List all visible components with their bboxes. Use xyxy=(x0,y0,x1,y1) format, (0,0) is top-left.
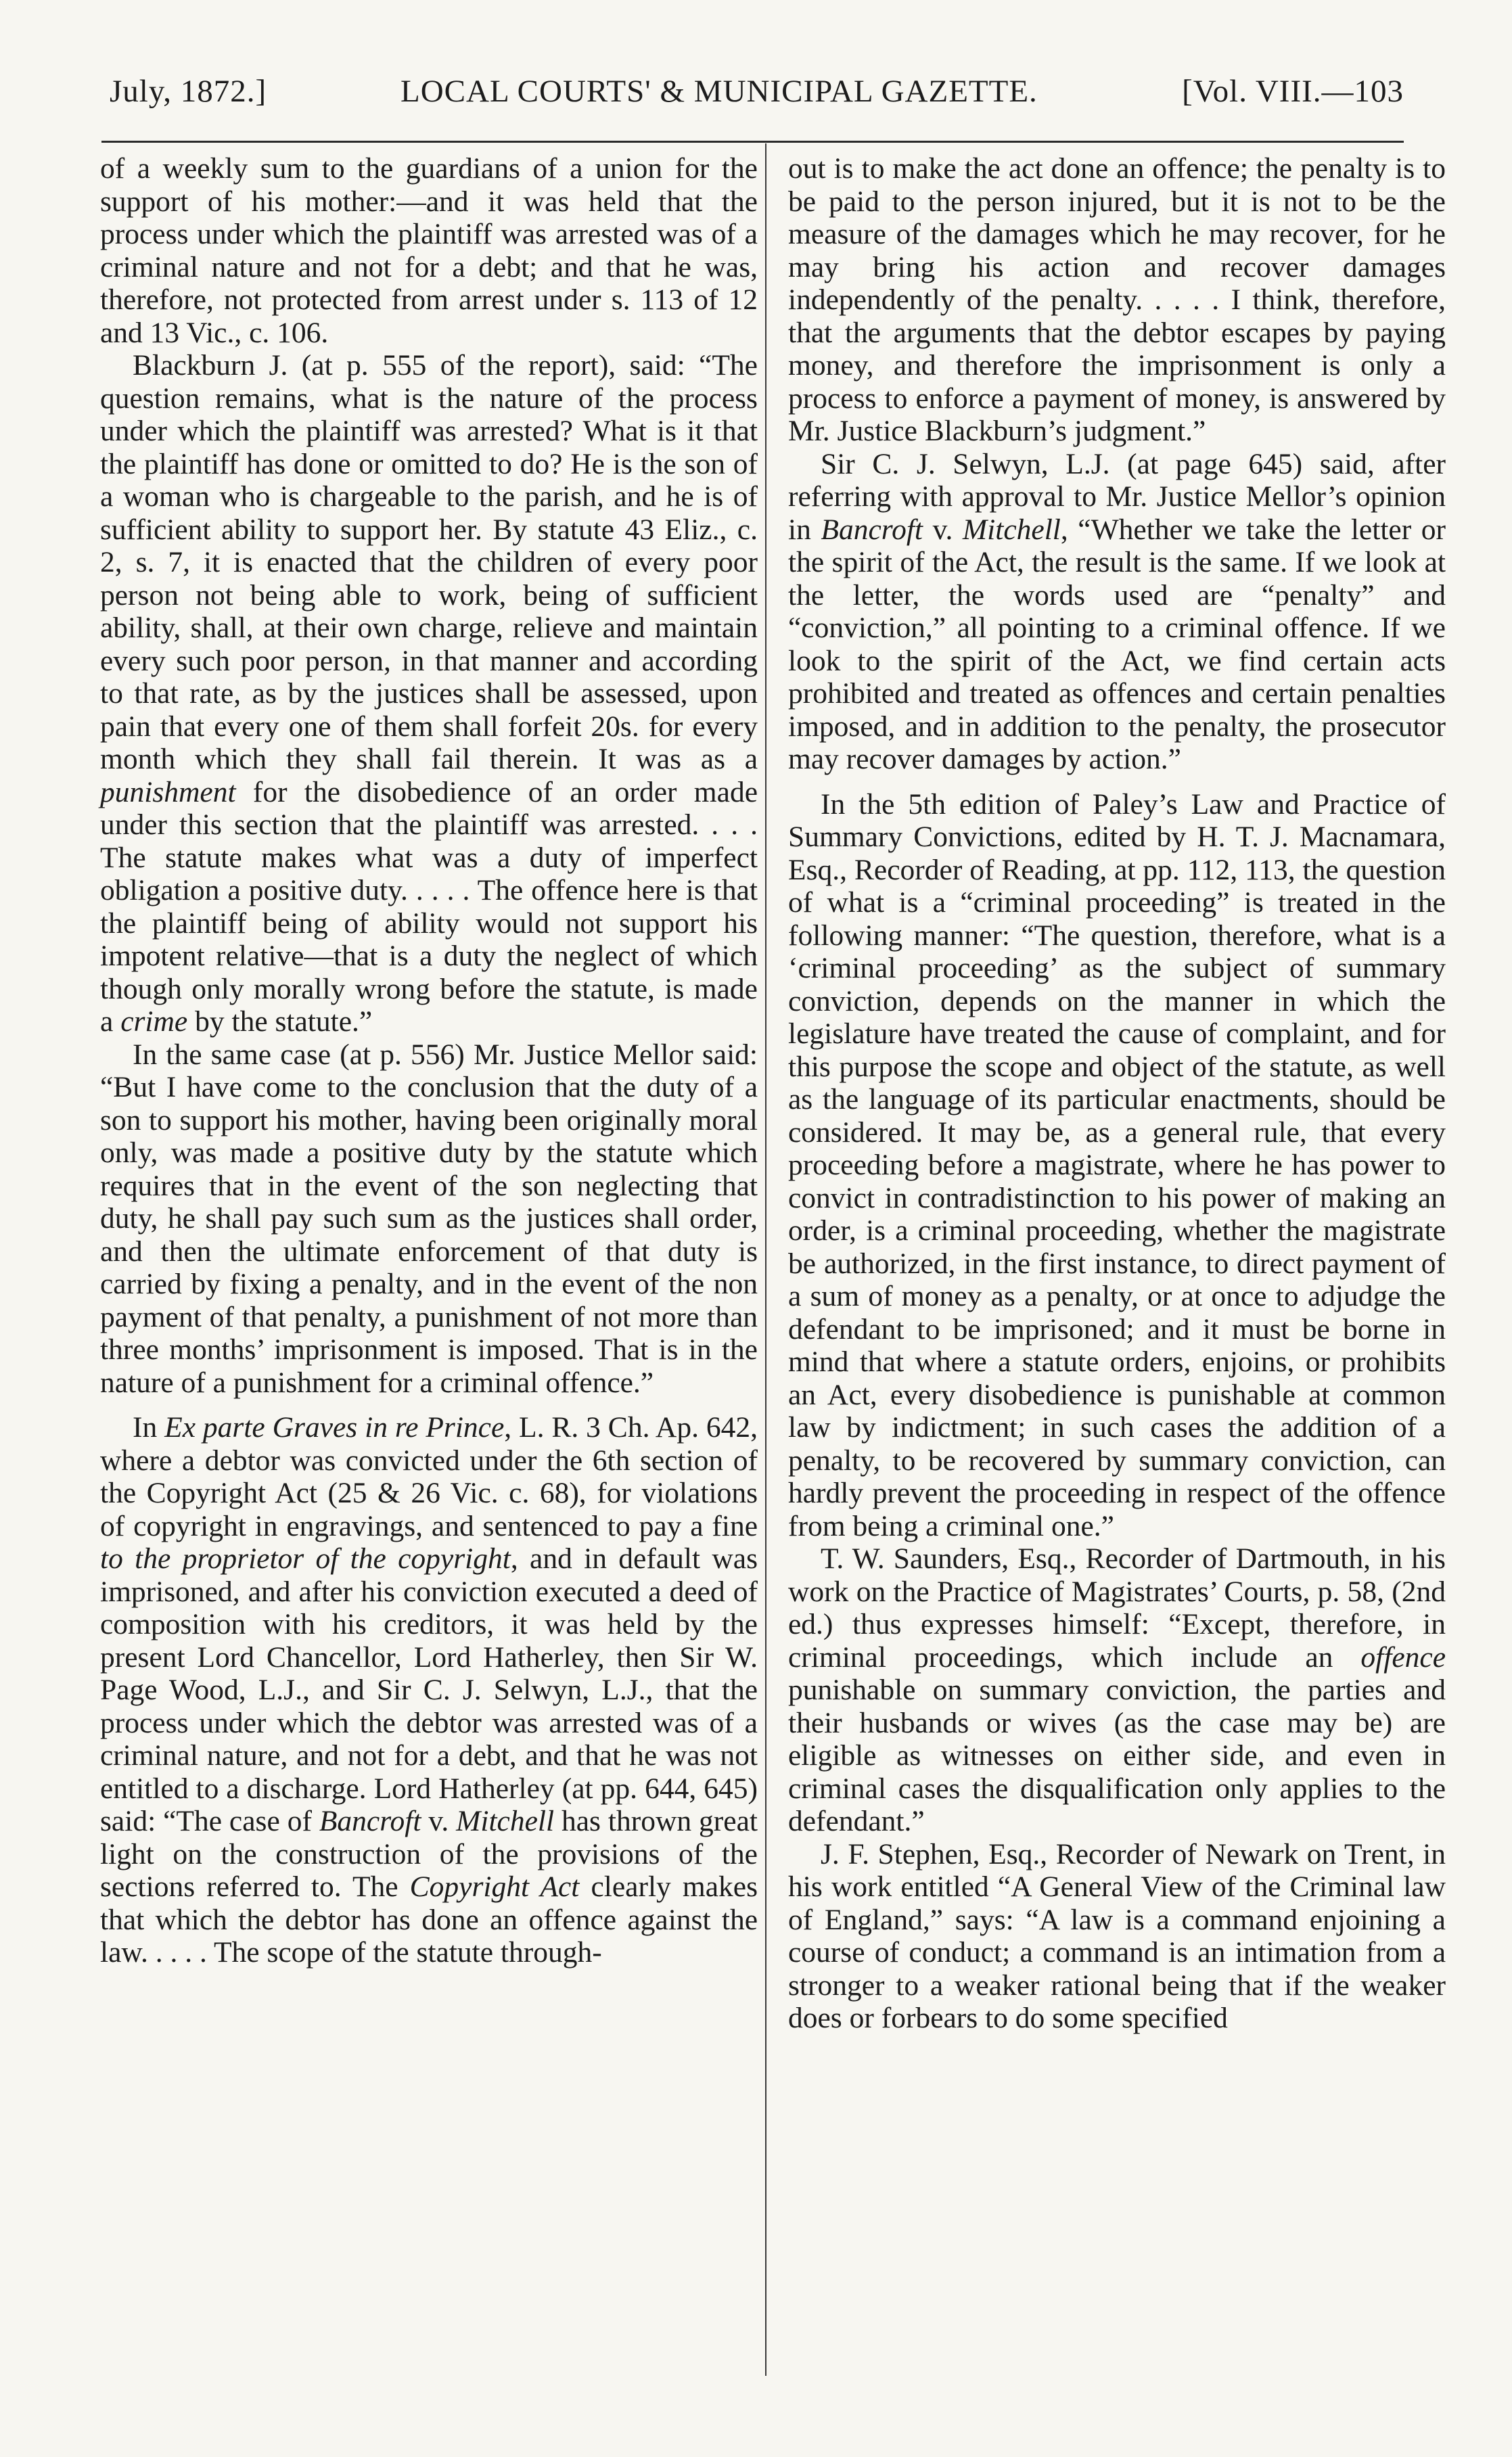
paragraph: In Ex parte Graves in re Prince, L. R. 3 Ch. Ap. 642, where a debtor was convicted under the 6th section of the Copyright Act (25 & 26 Vic. c. 68), for violations of copyright in engravings, and sentenced to pay a fine to the proprietor of the copyright, and in default was imprisoned, and after his conviction executed a deed of composition with his creditors, it was held by the present Lord Chancellor, Lord Hatherley, then Sir W. Page Wood, L.J., and Sir C. J. Selwyn, L.J., that the process under which the debtor was arrested was of a criminal nature, and not for a debt, and that he was not entitled to a discharge. Lord Hatherley (at pp. 644, 645) said: “The case of Bancroft v. Mitchell has thrown great light on the construction of the provisions of the sections referred to. The Copyright Act clearly makes that which the debtor has done an offence against the law. . . . . The scope of the statute through- xyxy=(100,1411,758,1969)
volume-page-number: [Vol. VIII.—103 xyxy=(1182,74,1404,109)
column-divider xyxy=(765,143,766,2376)
paragraph: T. W. Saunders, Esq., Recorder of Dartmouth, in his work on the Practice of Magistrates’ Courts, p. 58, (2nd ed.) thus expresses himself: “Except, therefore, in criminal proceedings, which include an offence punishable on summary conviction, the parties and their husbands or wives (as the case may be) are eligible as witnesses on either side, and even in criminal cases the disqualification only applies to the defendant.” xyxy=(788,1542,1446,1837)
right-column xyxy=(788,152,1446,2035)
paragraph: out is to make the act done an offence; the penalty is to be paid to the person injured, but it is not to be the measure of the damages which he may recover, for he may bring his action and recover damages independently of the penalty. . . . . I think, therefore, that the arguments that the debtor escapes by paying money, and therefore the imprisonment is only a process to enforce a payment of money, is answered by Mr. Justice Blackburn’s judgment.” xyxy=(788,152,1446,447)
paragraph: In the same case (at p. 556) Mr. Justice Mellor said: “But I have come to the conclusion that the duty of a son to support his mother, having been originally moral only, was made a positive duty by the statute which requires that in the event of the son neglecting that duty, he shall pay such sum as the justices shall order, and then the ultimate enforcement of that duty is carried by fixing a penalty, and in the event of the non payment of that penalty, a punishment of not more than three months’ imprisonment is imposed. That is in the nature of a punishment for a criminal offence.” xyxy=(100,1038,758,1399)
paragraph: Sir C. J. Selwyn, L.J. (at page 645) said, after referring with approval to Mr. Justice Mellor’s opinion in Bancroft v. Mitchell, “Whether we take the letter or the spirit of the Act, the result is the same. If we look at the letter, the words used are “penalty” and “conviction,” all pointing to a criminal offence. If we look to the spirit of the Act, we find certain acts prohibited and treated as offences and certain penalties imposed, and in addition to the penalty, the prosecutor may recover damages by action.” xyxy=(788,447,1446,775)
paragraph: of a weekly sum to the guardians of a union for the support of his mother:—and it was held that the process under which the plaintiff was arrested was of a criminal nature and not for a debt; and that he was, therefore, not protected from arrest under s. 113 of 12 and 13 Vic., c. 106. xyxy=(100,152,758,349)
left-column xyxy=(100,152,758,1969)
running-header xyxy=(101,73,1404,127)
publication-title: LOCAL COURTS' & MUNICIPAL GAZETTE. xyxy=(400,74,1038,109)
issue-date: July, 1872.] xyxy=(110,74,267,109)
paragraph: Blackburn J. (at p. 555 of the report), said: “The question remains, what is the nature of the process under which the plaintiff was arrested? What is it that the plaintiff has done or omitted to do? He is the son of a woman who is chargeable to the parish, and he is of sufficient ability to support her. By statute 43 Eliz., c. 2, s. 7, it is enacted that the children of every poor person not being able to work, being of sufficient ability, shall, at their own charge, relieve and maintain every such poor person, in that manner and according to that rate, as by the justices shall be assessed, upon pain that every one of them shall forfeit 20s. for every month which they shall fail therein. It was as a punishment for the disobedience of an order made under this section that the plaintiff was arrested. . . . The statute makes what was a duty of imperfect obligation a positive duty. . . . . The offence here is that the plaintiff being of ability would not support his impotent relative—that is a duty the neglect of which though only morally wrong before the statute, is made a crime by the statute.” xyxy=(100,349,758,1038)
header-rule xyxy=(101,141,1404,143)
paragraph: In the 5th edition of Paley’s Law and Practice of Summary Convictions, edited by H. T. J. Macnamara, Esq., Recorder of Reading, at pp. 112, 113, the question of what is a “criminal proceeding” is treated in the following manner: “The question, therefore, what is a ‘criminal proceeding’ as the subject of summary conviction, depends on the manner in which the legislature have treated the cause of complaint, and for this purpose the scope and object of the statute, as well as the language of its particular enactments, should be considered. It may be, as a general rule, that every proceeding before a magistrate, where he has power to convict in contradistinction to his power of making an order, is a criminal proceeding, whether the magistrate be authorized, in the first instance, to direct payment of a sum of money as a penalty, or at once to adjudge the defendant to be imprisoned; and it must be borne in mind that where a statute orders, enjoins, or prohibits an Act, every disobedience is punishable at common law by indictment; in such cases the addition of a penalty, to be recovered by summary conviction, can hardly prevent the proceeding in respect of the offence from being a criminal one.” xyxy=(788,787,1446,1542)
paragraph: J. F. Stephen, Esq., Recorder of Newark on Trent, in his work entitled “A General View of the Criminal law of England,” says: “A law is a command enjoining a course of conduct; a command is an intimation from a stronger to a weaker rational being that if the weaker does or forbears to do some specified xyxy=(788,1837,1446,2034)
